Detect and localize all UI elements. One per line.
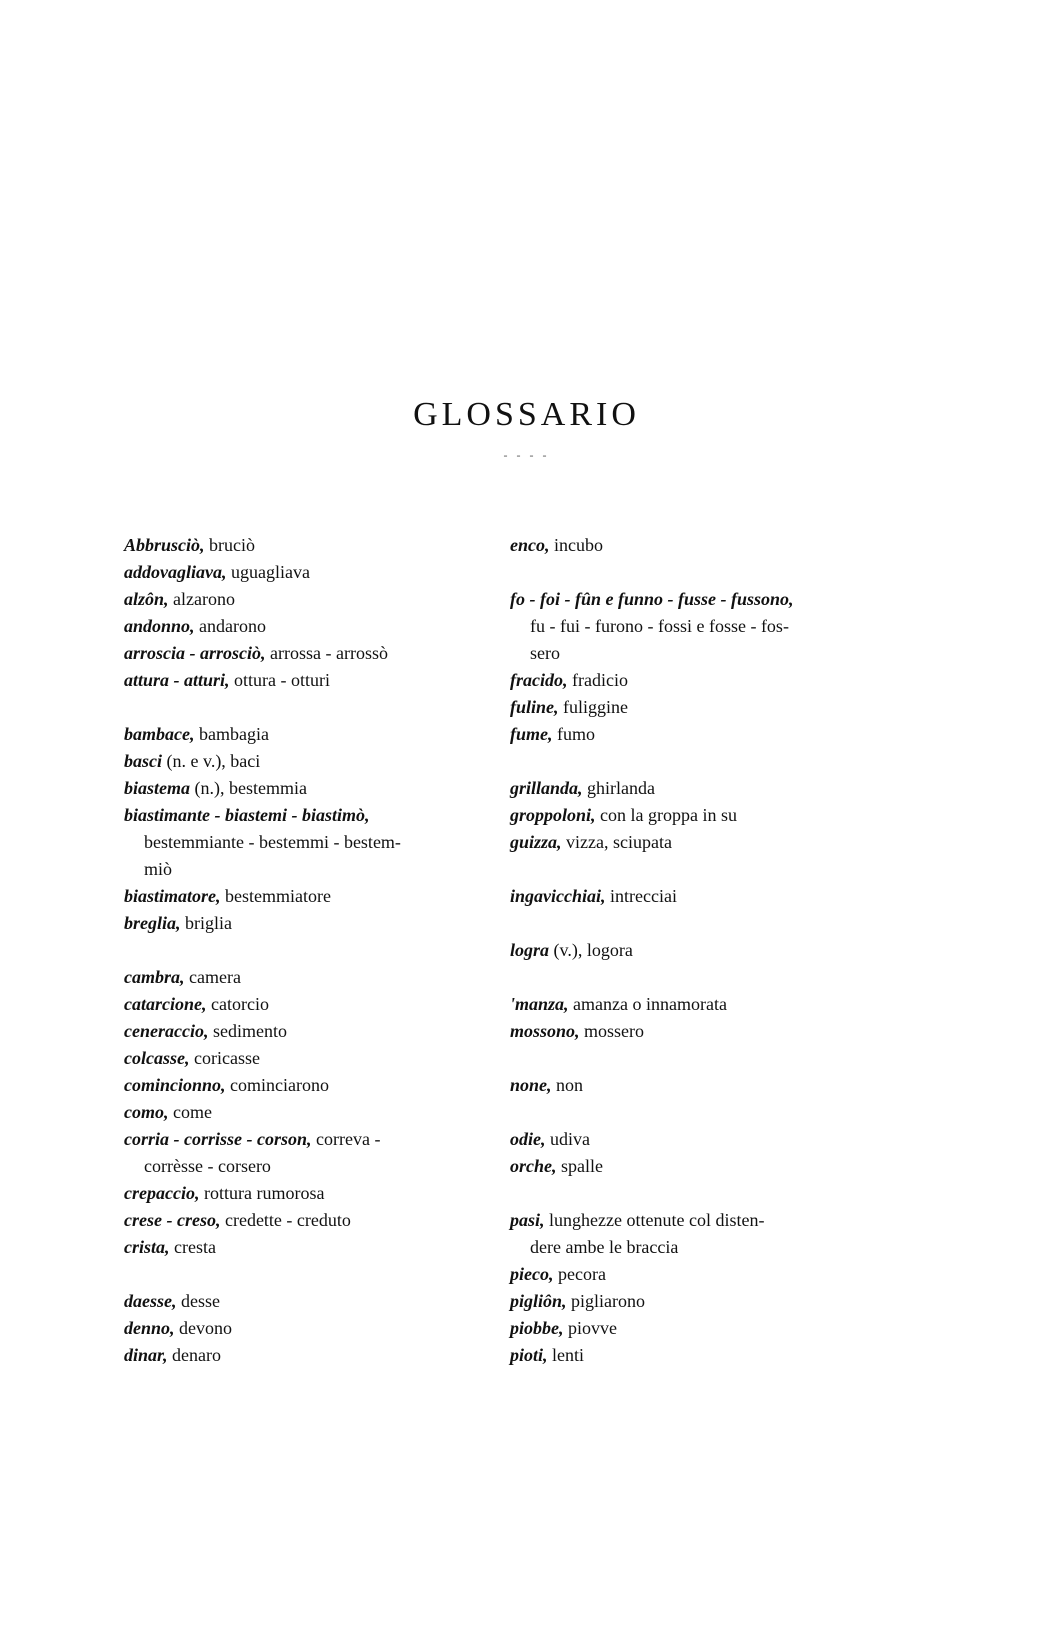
entry-headword: fuline, <box>510 697 559 717</box>
glossary-entry <box>124 1288 484 1315</box>
entry-headword: pieco, <box>510 1264 554 1284</box>
section-gap <box>510 964 870 991</box>
glossary-entry <box>124 1045 484 1072</box>
entry-headword: crista, <box>124 1237 170 1257</box>
entry-definition: ottura - otturi <box>229 670 331 690</box>
section-gap <box>510 1099 870 1126</box>
entry-headword: andonno, <box>124 616 195 636</box>
entry-definition: briglia <box>180 913 232 933</box>
entry-headword: fume, <box>510 724 553 744</box>
glossary-entry <box>510 694 870 721</box>
entry-definition: non <box>551 1075 584 1095</box>
glossary-entry <box>124 775 484 802</box>
entry-continuation: sero <box>530 643 560 663</box>
entry-headword: Abbrusciò, <box>124 535 205 555</box>
glossary-entry <box>510 1315 870 1342</box>
entry-headword: corria - corrisse - corson, <box>124 1129 312 1149</box>
entry-headword: breglia, <box>124 913 181 933</box>
glossary-entry <box>124 667 484 694</box>
entry-definition: ghirlanda <box>582 778 656 798</box>
glossary-entry <box>124 1207 484 1234</box>
entry-definition: rottura rumorosa <box>199 1183 325 1203</box>
glossary-entry <box>510 1153 870 1180</box>
entry-definition: credette - creduto <box>220 1210 351 1230</box>
entry-headword: daesse, <box>124 1291 177 1311</box>
entry-definition: fumo <box>552 724 595 744</box>
glossary-entry <box>510 532 870 559</box>
entry-definition: vizza, sciupata <box>561 832 672 852</box>
glossary-entry <box>124 748 484 775</box>
entry-headword: guizza, <box>510 832 562 852</box>
entry-definition: bestemmiatore <box>220 886 331 906</box>
entry-headword: crese - creso, <box>124 1210 221 1230</box>
entry-definition: sedimento <box>208 1021 287 1041</box>
entry-definition: spalle <box>556 1156 603 1176</box>
glossary-entry <box>510 721 870 748</box>
entry-definition: lenti <box>547 1345 585 1365</box>
entry-continuation: dere ambe le braccia <box>530 1237 679 1257</box>
glossary-entry <box>510 1288 870 1315</box>
entry-headword: mossono, <box>510 1021 580 1041</box>
entry-definition: (n.), bestemmia <box>190 778 307 798</box>
entry-definition: fuliggine <box>558 697 629 717</box>
entry-definition: andarono <box>194 616 267 636</box>
glossary-entry <box>510 1342 870 1369</box>
section-gap <box>510 1045 870 1072</box>
section-gap <box>510 856 870 883</box>
entry-definition: con la groppa in su <box>595 805 737 825</box>
entry-headword: 'manza, <box>510 994 569 1014</box>
entry-headword: basci <box>124 751 162 771</box>
entry-headword: arroscia - arrosciò, <box>124 643 266 663</box>
entry-continuation: miò <box>144 859 173 879</box>
glossary-column-left <box>124 532 484 1369</box>
title-ornament: - - - - <box>503 448 550 462</box>
glossary-entry <box>510 829 870 856</box>
glossary-entry <box>124 1234 484 1261</box>
glossary-entry <box>124 559 484 586</box>
entry-definition: pecora <box>553 1264 606 1284</box>
glossary-column-right <box>510 532 870 1369</box>
entry-headword: groppoloni, <box>510 805 596 825</box>
entry-definition: fradicio <box>567 670 628 690</box>
entry-headword: enco, <box>510 535 550 555</box>
entry-headword: addovagliava, <box>124 562 227 582</box>
entry-definition: catorcio <box>206 994 269 1014</box>
entry-headword: grillanda, <box>510 778 583 798</box>
entry-headword: comincionno, <box>124 1075 226 1095</box>
entry-headword: bambace, <box>124 724 195 744</box>
entry-definition: pigliarono <box>566 1291 646 1311</box>
glossary-entry <box>124 721 484 748</box>
glossary-entry <box>510 991 870 1018</box>
entry-definition: correva - <box>311 1129 381 1149</box>
section-gap <box>510 559 870 586</box>
entry-definition: desse <box>176 1291 220 1311</box>
entry-headword: orche, <box>510 1156 557 1176</box>
entry-headword: cambra, <box>124 967 185 987</box>
glossary-entry <box>124 1099 484 1126</box>
glossary-entry <box>124 640 484 667</box>
entry-continuation: corrèsse - corsero <box>144 1156 271 1176</box>
glossary-entry <box>124 1315 484 1342</box>
entry-headword: pigliôn, <box>510 1291 567 1311</box>
entry-continuation: bestemmiante - bestemmi - bestem- <box>144 832 401 852</box>
entry-headword: dinar, <box>124 1345 168 1365</box>
section-gap <box>510 910 870 937</box>
entry-continuation: fu - fui - furono - fossi e fosse - fos- <box>530 616 789 636</box>
glossary-entry <box>124 1126 484 1180</box>
entry-headword: como, <box>124 1102 169 1122</box>
glossary-entry <box>510 1018 870 1045</box>
section-gap <box>124 937 484 964</box>
entry-headword: colcasse, <box>124 1048 190 1068</box>
entry-definition: mossero <box>579 1021 645 1041</box>
glossary-entry <box>510 937 870 964</box>
glossary-entry <box>124 991 484 1018</box>
entry-headword: denno, <box>124 1318 175 1338</box>
entry-definition: cresta <box>169 1237 216 1257</box>
section-gap <box>510 748 870 775</box>
glossary-entry <box>510 1261 870 1288</box>
glossary-entry <box>510 1126 870 1153</box>
glossary-entry <box>124 910 484 937</box>
entry-definition: (v.), logora <box>549 940 633 960</box>
entry-headword: attura - atturi, <box>124 670 230 690</box>
section-gap <box>124 694 484 721</box>
entry-headword: pioti, <box>510 1345 548 1365</box>
entry-headword: biastema <box>124 778 190 798</box>
entry-definition: coricasse <box>189 1048 260 1068</box>
glossary-entry <box>124 1072 484 1099</box>
glossary-entry <box>510 667 870 694</box>
entry-definition: camera <box>184 967 241 987</box>
entry-headword: biastimatore, <box>124 886 221 906</box>
entry-headword: pasi, <box>510 1210 545 1230</box>
entry-headword: alzôn, <box>124 589 169 609</box>
glossary-entry <box>124 964 484 991</box>
section-gap <box>510 1180 870 1207</box>
entry-headword: logra <box>510 940 550 960</box>
entry-definition: incubo <box>549 535 603 555</box>
entry-definition: piovve <box>563 1318 617 1338</box>
entry-headword: odie, <box>510 1129 546 1149</box>
glossary-entry <box>124 1018 484 1045</box>
entry-headword: fo - foi - fûn e funno - fusse - fussono, <box>510 589 794 609</box>
entry-definition: udiva <box>545 1129 590 1149</box>
glossary-entry <box>124 1342 484 1369</box>
entry-definition: bambagia <box>194 724 269 744</box>
page-title: GLOSSARIO <box>413 396 640 433</box>
glossary-entry <box>124 586 484 613</box>
glossary-entry <box>124 532 484 559</box>
entry-definition: (n. e v.), baci <box>162 751 261 771</box>
glossary-entry <box>124 802 484 883</box>
entry-headword: crepaccio, <box>124 1183 200 1203</box>
entry-definition: arrossa - arrossò <box>265 643 388 663</box>
glossary-entry <box>510 586 870 667</box>
glossary-entry <box>510 802 870 829</box>
glossary-entry <box>510 1207 870 1261</box>
section-gap <box>124 1261 484 1288</box>
entry-headword: fracido, <box>510 670 568 690</box>
glossary-entry <box>510 1072 870 1099</box>
entry-headword: piobbe, <box>510 1318 564 1338</box>
entry-definition: denaro <box>167 1345 222 1365</box>
entry-definition: bruciò <box>204 535 256 555</box>
glossary-entry <box>510 775 870 802</box>
entry-headword: catarcione, <box>124 994 207 1014</box>
entry-headword: ingavicchiai, <box>510 886 606 906</box>
entry-headword: none, <box>510 1075 552 1095</box>
entry-definition: uguagliava <box>226 562 310 582</box>
entry-definition: intrecciai <box>605 886 677 906</box>
entry-definition: alzarono <box>168 589 235 609</box>
glossary-entry <box>124 1180 484 1207</box>
entry-headword: ceneraccio, <box>124 1021 209 1041</box>
entry-definition: devono <box>174 1318 233 1338</box>
glossary-entry <box>124 883 484 910</box>
entry-definition: cominciarono <box>225 1075 329 1095</box>
entry-headword: biastimante - biastemi - biastimò, <box>124 805 370 825</box>
entry-definition: lunghezze ottenute col disten- <box>544 1210 765 1230</box>
glossary-entry <box>124 613 484 640</box>
entry-definition: amanza o innamorata <box>568 994 727 1014</box>
glossary-entry <box>510 883 870 910</box>
entry-definition: come <box>168 1102 212 1122</box>
